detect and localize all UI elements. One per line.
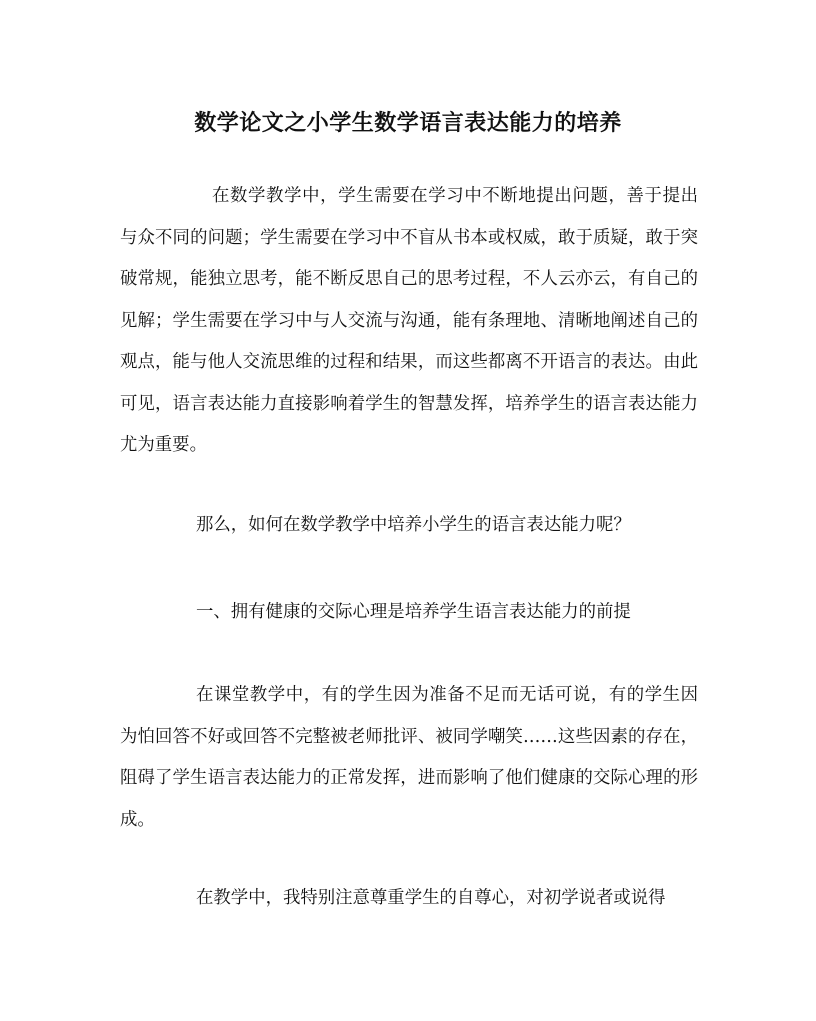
document-title: 数学论文之小学生数学语言表达能力的培养: [194, 110, 622, 136]
paragraph-question: 那么，如何在数学教学中培养小学生的语言表达能力呢？: [196, 515, 631, 535]
section-heading-1: 一、拥有健康的交际心理是培养学生语言表达能力的前提: [196, 602, 631, 622]
paragraph-classroom: 在课堂教学中，有的学生因为准备不足而无话可说，有的学生因为怕回答不好或回答不完整被老师批评、被同学嘲笑……这些因素的存在，阻碍了学生语言表达能力的正常发挥，进而影响了他们健康的交际心理的形成。: [120, 685, 698, 830]
paragraph-respect: 在教学中，我特别注意尊重学生的自尊心，对初学说者或说得: [196, 888, 666, 908]
paragraph-intro: 在数学教学中，学生需要在学习中不断地提出问题，善于提出与众不同的问题；学生需要在学习中不盲从书本或权威，敢于质疑，敢于突破常规，能独立思考，能不断反思自己的思考过程，不人云亦云，有自己的见解；学生需要在学习中与人交流与沟通，能有条理地、清晰地阐述自己的观点，能与他人交流思维的过程和结果，而这些都离不开语言的表达。由此可见，语言表达能力直接影响着学生的智慧发挥，培养学生的语言表达能力尤为重要。: [120, 186, 698, 455]
